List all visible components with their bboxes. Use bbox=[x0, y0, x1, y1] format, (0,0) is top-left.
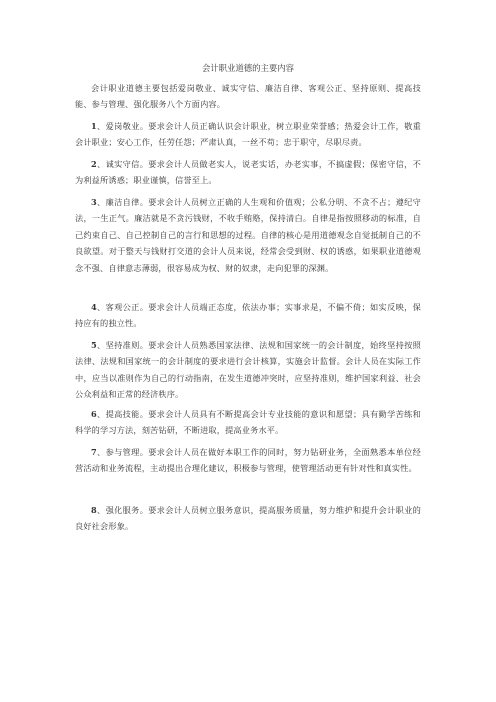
item-number: 2 bbox=[91, 159, 97, 169]
item-text: 、坚持准则。要求会计人员熟悉国家法律、法规和国家统一的会计制度，始终坚持按照法律、法规和国家统一的会计制度的要求进行会计核算，实施会计监督。会计人员在实际工作中，应当以准则作为自己的行动指南，在发生道德冲突时，应坚持准则，维护国家利益、社会公众利益和正常的经济秩序。 bbox=[75, 340, 421, 400]
item-number: 3 bbox=[91, 197, 97, 207]
item-number: 8 bbox=[91, 505, 97, 515]
item-text: 、爱岗敬业。要求会计人员正确认识会计职业，树立职业荣誉感；热爱会计工作，敬重会计职业；安心工作，任劳任怨；严肃认真，一丝不苟；忠于职守，尽职尽责。 bbox=[75, 121, 421, 148]
list-item-4 bbox=[75, 299, 421, 332]
list-item-5 bbox=[75, 337, 421, 403]
list-item-8 bbox=[75, 502, 421, 535]
list-item-6 bbox=[75, 406, 421, 439]
item-number: 1 bbox=[91, 121, 97, 131]
item-text: 、提高技能。要求会计人员具有不断提高会计专业技能的意识和愿望；具有勤学苦练和科学的学习方法，刻苦钻研，不断进取，提高业务水平。 bbox=[75, 409, 421, 436]
item-text: 、廉洁自律。要求会计人员树立正确的人生观和价值观；公私分明、不贪不占；遵纪守法，一生正气。廉洁就是不贪污钱财，不收手贿赂，保持清白。自律是指按照移动的标准，自己约束自己、自己控制自己的言行和思想的过程。自律的核心是用道德观念自觉抵制自己的不良欲望。对于整天与钱财打交道的会计人员来说，经常会受到财、权的诱惑，如果职业道德观念不强、自律意志薄弱，很容易成为权、财的奴隶，走向犯罪的深渊。 bbox=[75, 197, 421, 273]
list-item-7 bbox=[75, 444, 421, 477]
item-number: 6 bbox=[91, 409, 97, 419]
list-item-2 bbox=[75, 156, 421, 189]
item-number: 7 bbox=[91, 447, 97, 457]
document-title: 会计职业道德的主要内容 bbox=[201, 63, 295, 73]
intro-paragraph: 会计职业道德主要包括爱岗敬业、诚实守信、廉洁自律、客观公正、坚持原则、提高技能、参与管理、强化服务八个方面内容。 bbox=[75, 83, 421, 110]
item-text: 、参与管理。要求会计人员在做好本职工作的同时，努力钻研业务，全面熟悉本单位经营活动和业务流程，主动提出合理化建议，积极参与管理，使管理活动更有针对性和真实性。 bbox=[75, 447, 421, 474]
list-item-1 bbox=[75, 118, 421, 151]
item-text: 、强化服务。要求会计人员树立服务意识，提高服务质量，努力维护和提升会计职业的良好社会形象。 bbox=[75, 505, 421, 532]
list-item-3 bbox=[75, 194, 421, 276]
item-number: 5 bbox=[91, 340, 97, 350]
item-text: 、客观公正。要求会计人员端正态度，依法办事；实事求是，不偏不倚；如实反映，保持应有的独立性。 bbox=[75, 302, 421, 329]
item-number: 4 bbox=[91, 302, 97, 312]
item-text: 、诚实守信。要求会计人员做老实人，说老实话，办老实事，不搞虚假；保密守信，不为利益所诱惑；职业谨慎，信誉至上。 bbox=[75, 159, 421, 186]
